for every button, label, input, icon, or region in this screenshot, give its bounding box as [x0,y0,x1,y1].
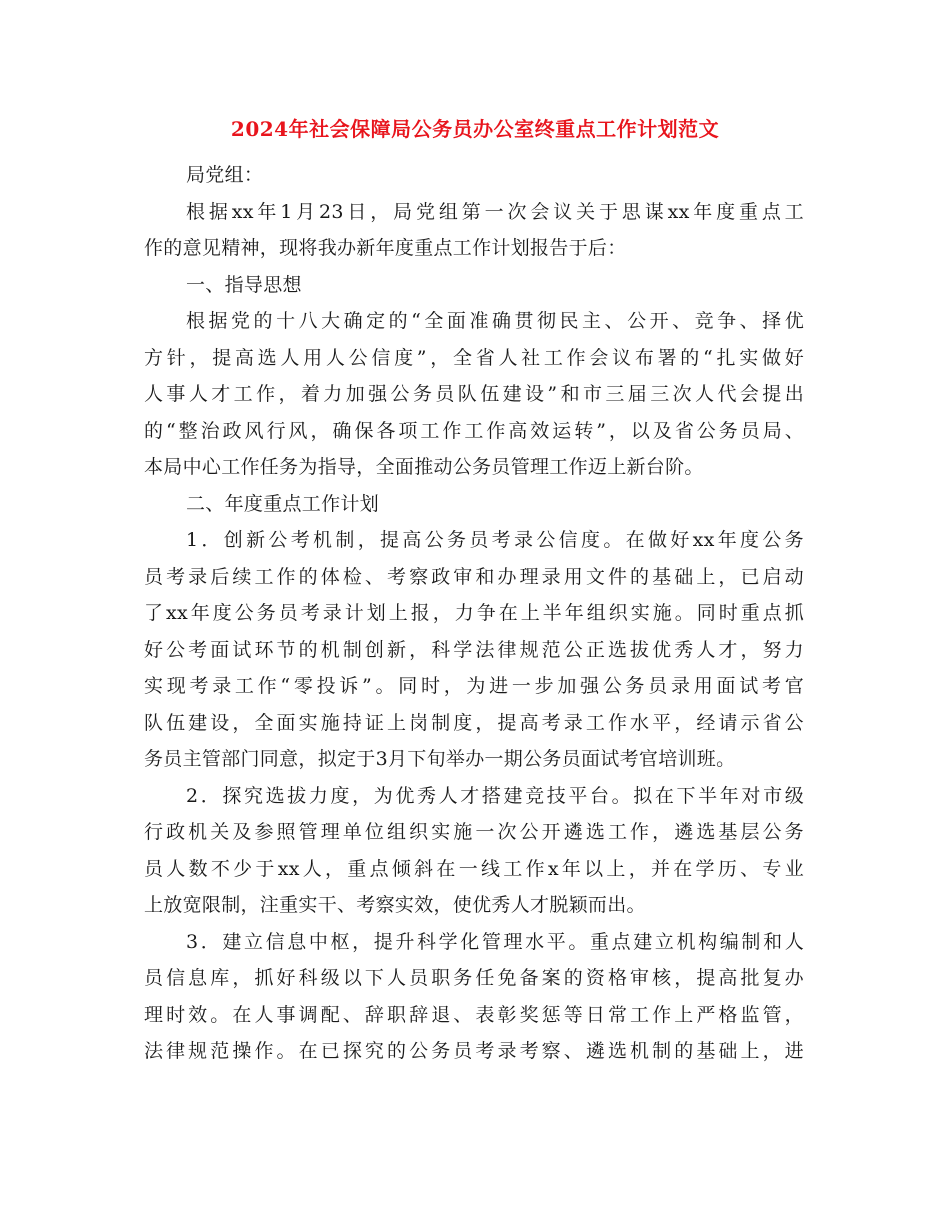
body-line: 的“整治政风行风，确保各项工作工作高效运转”，以及省公务员局、 [144,419,804,442]
body-line: 员信息库，抓好科级以下人员职务任免备案的资格审核，提高批复办 [144,967,804,989]
document-title: 2024年社会保障局公务员办公室终重点工作计划范文 [230,117,720,141]
body-line: 队伍建设，全面实施持证上岗制度，提高考录工作水平，经请示省公 [144,711,804,734]
body-line: 一、指导思想 [186,273,302,296]
body-line: 3．建立信息中枢，提升科学化管理水平。重点建立机构编制和人 [186,930,804,953]
body-line: 本局中心工作任务为指导，全面推动公务员管理工作迈上新台阶。 [144,456,704,478]
body-line: 根据xx年1月23日，局党组第一次会议关于思谋xx年度重点工 [186,200,804,223]
body-line: 2．探究选拔力度，为优秀人才搭建竞技平台。拟在下半年对市级 [186,784,804,807]
body-line: 根据党的十八大确定的“全面准确贯彻民主、公开、竞争、择优 [186,310,804,332]
body-line: 人事人才工作，着力加强公务员队伍建设”和市三届三次人代会提出 [144,383,804,405]
body-line: 好公考面试环节的机制创新，科学法律规范公正选拔优秀人才，努力 [144,638,804,661]
body-line: 作的意见精神，现将我办新年度重点工作计划报告于后： [144,237,627,259]
body-line: 二、年度重点工作计划 [186,492,380,515]
body-line: 上放宽限制，注重实干、考察实效，使优秀人才脱颖而出。 [144,894,646,916]
body-line: 实现考录工作“零投诉”。同时，为进一步加强公务员录用面试考官 [144,675,804,697]
body-line: 行政机关及参照管理单位组织实施一次公开遴选工作，遴选基层公务 [144,821,804,843]
body-line: 局党组： [186,164,264,186]
body-line: 了xx年度公务员考录计划上报，力争在上半年组织实施。同时重点抓 [144,602,804,624]
body-line: 员考录后续工作的体检、考察政审和办理录用文件的基础上，已启动 [144,565,804,588]
body-line: 方针，提高选人用人公信度”，全省人社工作会议布署的“扎实做好 [144,346,804,369]
body-line: 1．创新公考机制，提高公务员考录公信度。在做好xx年度公务 [186,529,804,551]
body-line: 法律规范操作。在已探究的公务员考录考察、遴选机制的基础上，进 [144,1040,804,1062]
document-body [144,157,804,1070]
body-line: 务员主管部门同意，拟定于3月下旬举办一期公务员面试考官培训班。 [144,748,736,770]
body-line: 员人数不少于xx人，重点倾斜在一线工作x年以上，并在学历、专业 [144,857,804,880]
body-line: 理时效。在人事调配、辞职辞退、表彰奖惩等日常工作上严格监管， [144,1003,804,1026]
